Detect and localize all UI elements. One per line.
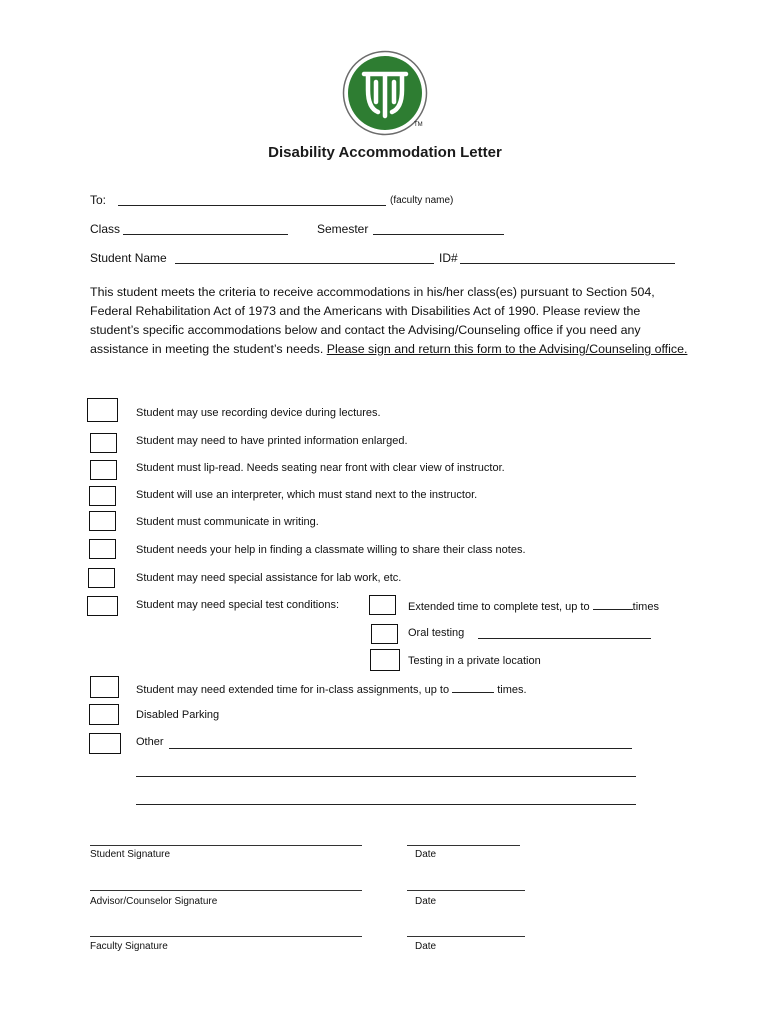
faculty-name-hint: (faculty name)	[390, 195, 454, 206]
advisor-signature-label: Advisor/Counselor Signature	[90, 896, 218, 907]
checkbox-interpreter[interactable]	[89, 486, 116, 506]
checkbox-lip-read[interactable]	[90, 460, 117, 480]
item-private-location: Testing in a private location	[408, 655, 541, 667]
item-other-label: Other	[136, 736, 164, 748]
item-parking: Disabled Parking	[136, 709, 220, 721]
inclass-time-prefix: Student may need extended time for in-class assignments, up to	[136, 684, 450, 696]
advisor-date-line[interactable]	[407, 890, 525, 891]
checkbox-other[interactable]	[89, 733, 121, 754]
id-field[interactable]	[460, 251, 675, 264]
inclass-time-suffix: times.	[497, 684, 527, 696]
student-name-label: Student Name	[90, 251, 167, 265]
class-label: Class	[90, 222, 121, 236]
item-lip-read: Student must lip-read. Needs seating near front with clear view of instructor.	[136, 462, 505, 474]
checkbox-extended-time[interactable]	[369, 595, 396, 615]
item-inclass-time	[136, 682, 527, 696]
item-test-conditions: Student may need special test conditions:	[136, 599, 340, 611]
student-signature-label: Student Signature	[90, 849, 171, 860]
item-extended-time	[408, 599, 659, 613]
item-enlarged: Student may need to have printed information enlarged.	[136, 435, 408, 447]
checkbox-recording[interactable]	[87, 398, 118, 422]
item-writing: Student must communicate in writing.	[136, 516, 319, 528]
checkbox-enlarged[interactable]	[90, 433, 117, 453]
checkbox-test-conditions[interactable]	[87, 596, 118, 616]
inclass-time-field[interactable]	[452, 682, 494, 693]
to-label: To:	[90, 193, 107, 207]
faculty-signature-line[interactable]	[90, 936, 362, 937]
faculty-date-label: Date	[415, 941, 437, 952]
advisor-date-label: Date	[415, 896, 437, 907]
class-field[interactable]	[123, 222, 288, 235]
checkbox-classmate-notes[interactable]	[89, 539, 116, 559]
trademark-mark: TM	[414, 122, 423, 128]
intro-text: This student meets the criteria to receive accommodations in his/her class(es) pursuant to Section 504, Federal Rehabilitation Act of 1973 and the Americans with Disabilities Act of 1990. Please review the student’s specific accommodations below and contact the Advising/Counseling office if you need any assistance in meeting the student’s needs.	[90, 285, 655, 356]
faculty-name-field[interactable]	[118, 193, 386, 206]
item-oral-testing: Oral testing	[408, 627, 465, 639]
student-signature-line[interactable]	[90, 845, 362, 846]
student-date-label: Date	[415, 849, 437, 860]
checkbox-inclass-time[interactable]	[90, 676, 119, 698]
semester-field[interactable]	[373, 222, 504, 235]
semester-label: Semester	[317, 222, 369, 236]
checkbox-parking[interactable]	[89, 704, 119, 725]
extended-time-field[interactable]	[593, 599, 633, 610]
item-interpreter: Student will use an interpreter, which must stand next to the instructor.	[136, 489, 478, 501]
checkbox-oral-testing[interactable]	[371, 624, 398, 644]
checkbox-lab-work[interactable]	[88, 568, 115, 588]
intro-paragraph	[90, 283, 690, 359]
student-name-field[interactable]	[175, 251, 434, 264]
faculty-date-line[interactable]	[407, 936, 525, 937]
checkbox-writing[interactable]	[89, 511, 116, 531]
other-field-line-2[interactable]	[136, 764, 636, 777]
intro-instruction: Please sign and return this form to the Advising/Counseling office.	[326, 342, 688, 356]
other-field-line-1[interactable]	[169, 736, 632, 749]
extended-time-prefix: Extended time to complete test, up to	[408, 601, 590, 613]
item-classmate-notes: Student needs your help in finding a classmate willing to share their class notes.	[136, 544, 526, 556]
extended-time-suffix: times	[632, 601, 659, 613]
advisor-signature-line[interactable]	[90, 890, 362, 891]
other-field-line-3[interactable]	[136, 792, 636, 805]
oral-testing-field[interactable]	[478, 626, 651, 639]
student-date-line[interactable]	[407, 845, 520, 846]
id-label: ID#	[439, 251, 458, 265]
item-lab-work: Student may need special assistance for lab work, etc.	[136, 572, 402, 584]
faculty-signature-label: Faculty Signature	[90, 941, 168, 952]
checkbox-private-location[interactable]	[370, 649, 400, 671]
item-recording: Student may use recording device during lectures.	[136, 407, 381, 419]
page-title: Disability Accommodation Letter	[268, 144, 502, 161]
